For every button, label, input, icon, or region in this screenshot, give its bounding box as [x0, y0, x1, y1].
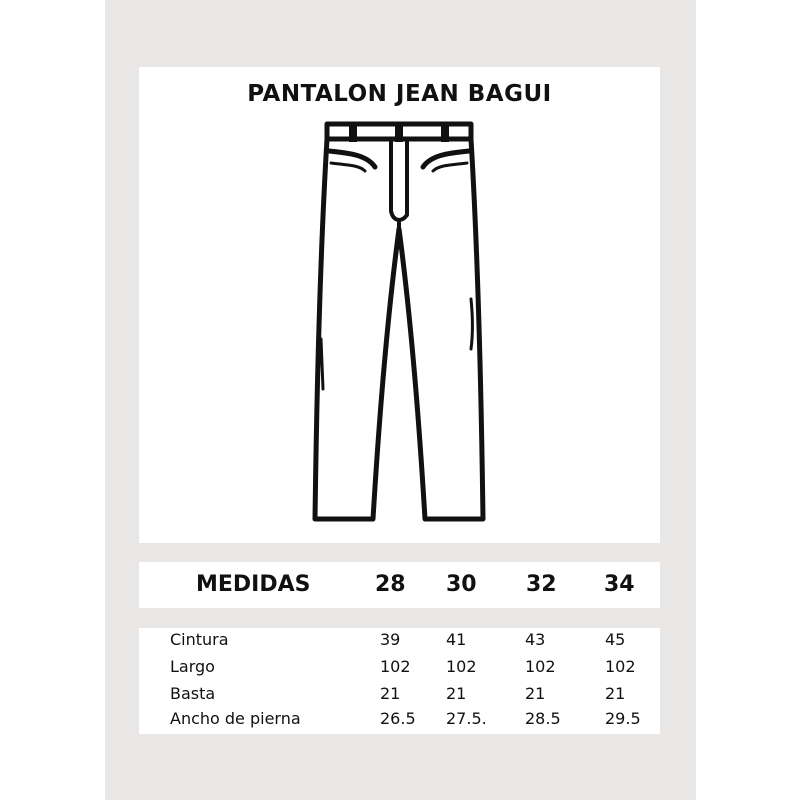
measurements-table	[139, 628, 660, 734]
cell-value: 28.5	[525, 709, 561, 728]
measures-heading: MEDIDAS	[196, 572, 311, 597]
table-row	[139, 682, 660, 706]
cell-value: 102	[380, 657, 411, 676]
jeans-pants-icon	[309, 119, 489, 529]
cell-value: 21	[380, 684, 401, 703]
product-title: PANTALON JEAN BAGUI	[247, 81, 552, 107]
cell-value: 26.5	[380, 709, 416, 728]
row-label: Basta	[170, 684, 216, 703]
cell-value: 21	[605, 684, 626, 703]
product-illustration-card	[139, 67, 660, 543]
cell-value: 102	[525, 657, 556, 676]
cell-value: 39	[380, 630, 401, 649]
cell-value: 41	[446, 630, 467, 649]
row-label: Cintura	[170, 630, 229, 649]
cell-value: 102	[446, 657, 477, 676]
row-label: Ancho de pierna	[170, 709, 301, 728]
cell-value: 45	[605, 630, 626, 649]
cell-value: 27.5.	[446, 709, 487, 728]
cell-value: 29.5	[605, 709, 641, 728]
cell-value: 21	[525, 684, 546, 703]
size-heading: 28	[375, 572, 406, 597]
table-row	[139, 628, 660, 652]
row-label: Largo	[170, 657, 215, 676]
size-header-row	[139, 562, 660, 608]
table-row	[139, 707, 660, 731]
size-heading: 32	[526, 572, 557, 597]
cell-value: 43	[525, 630, 546, 649]
cell-value: 102	[605, 657, 636, 676]
cell-value: 21	[446, 684, 467, 703]
size-heading: 34	[604, 572, 635, 597]
table-row	[139, 655, 660, 679]
size-heading: 30	[446, 572, 477, 597]
